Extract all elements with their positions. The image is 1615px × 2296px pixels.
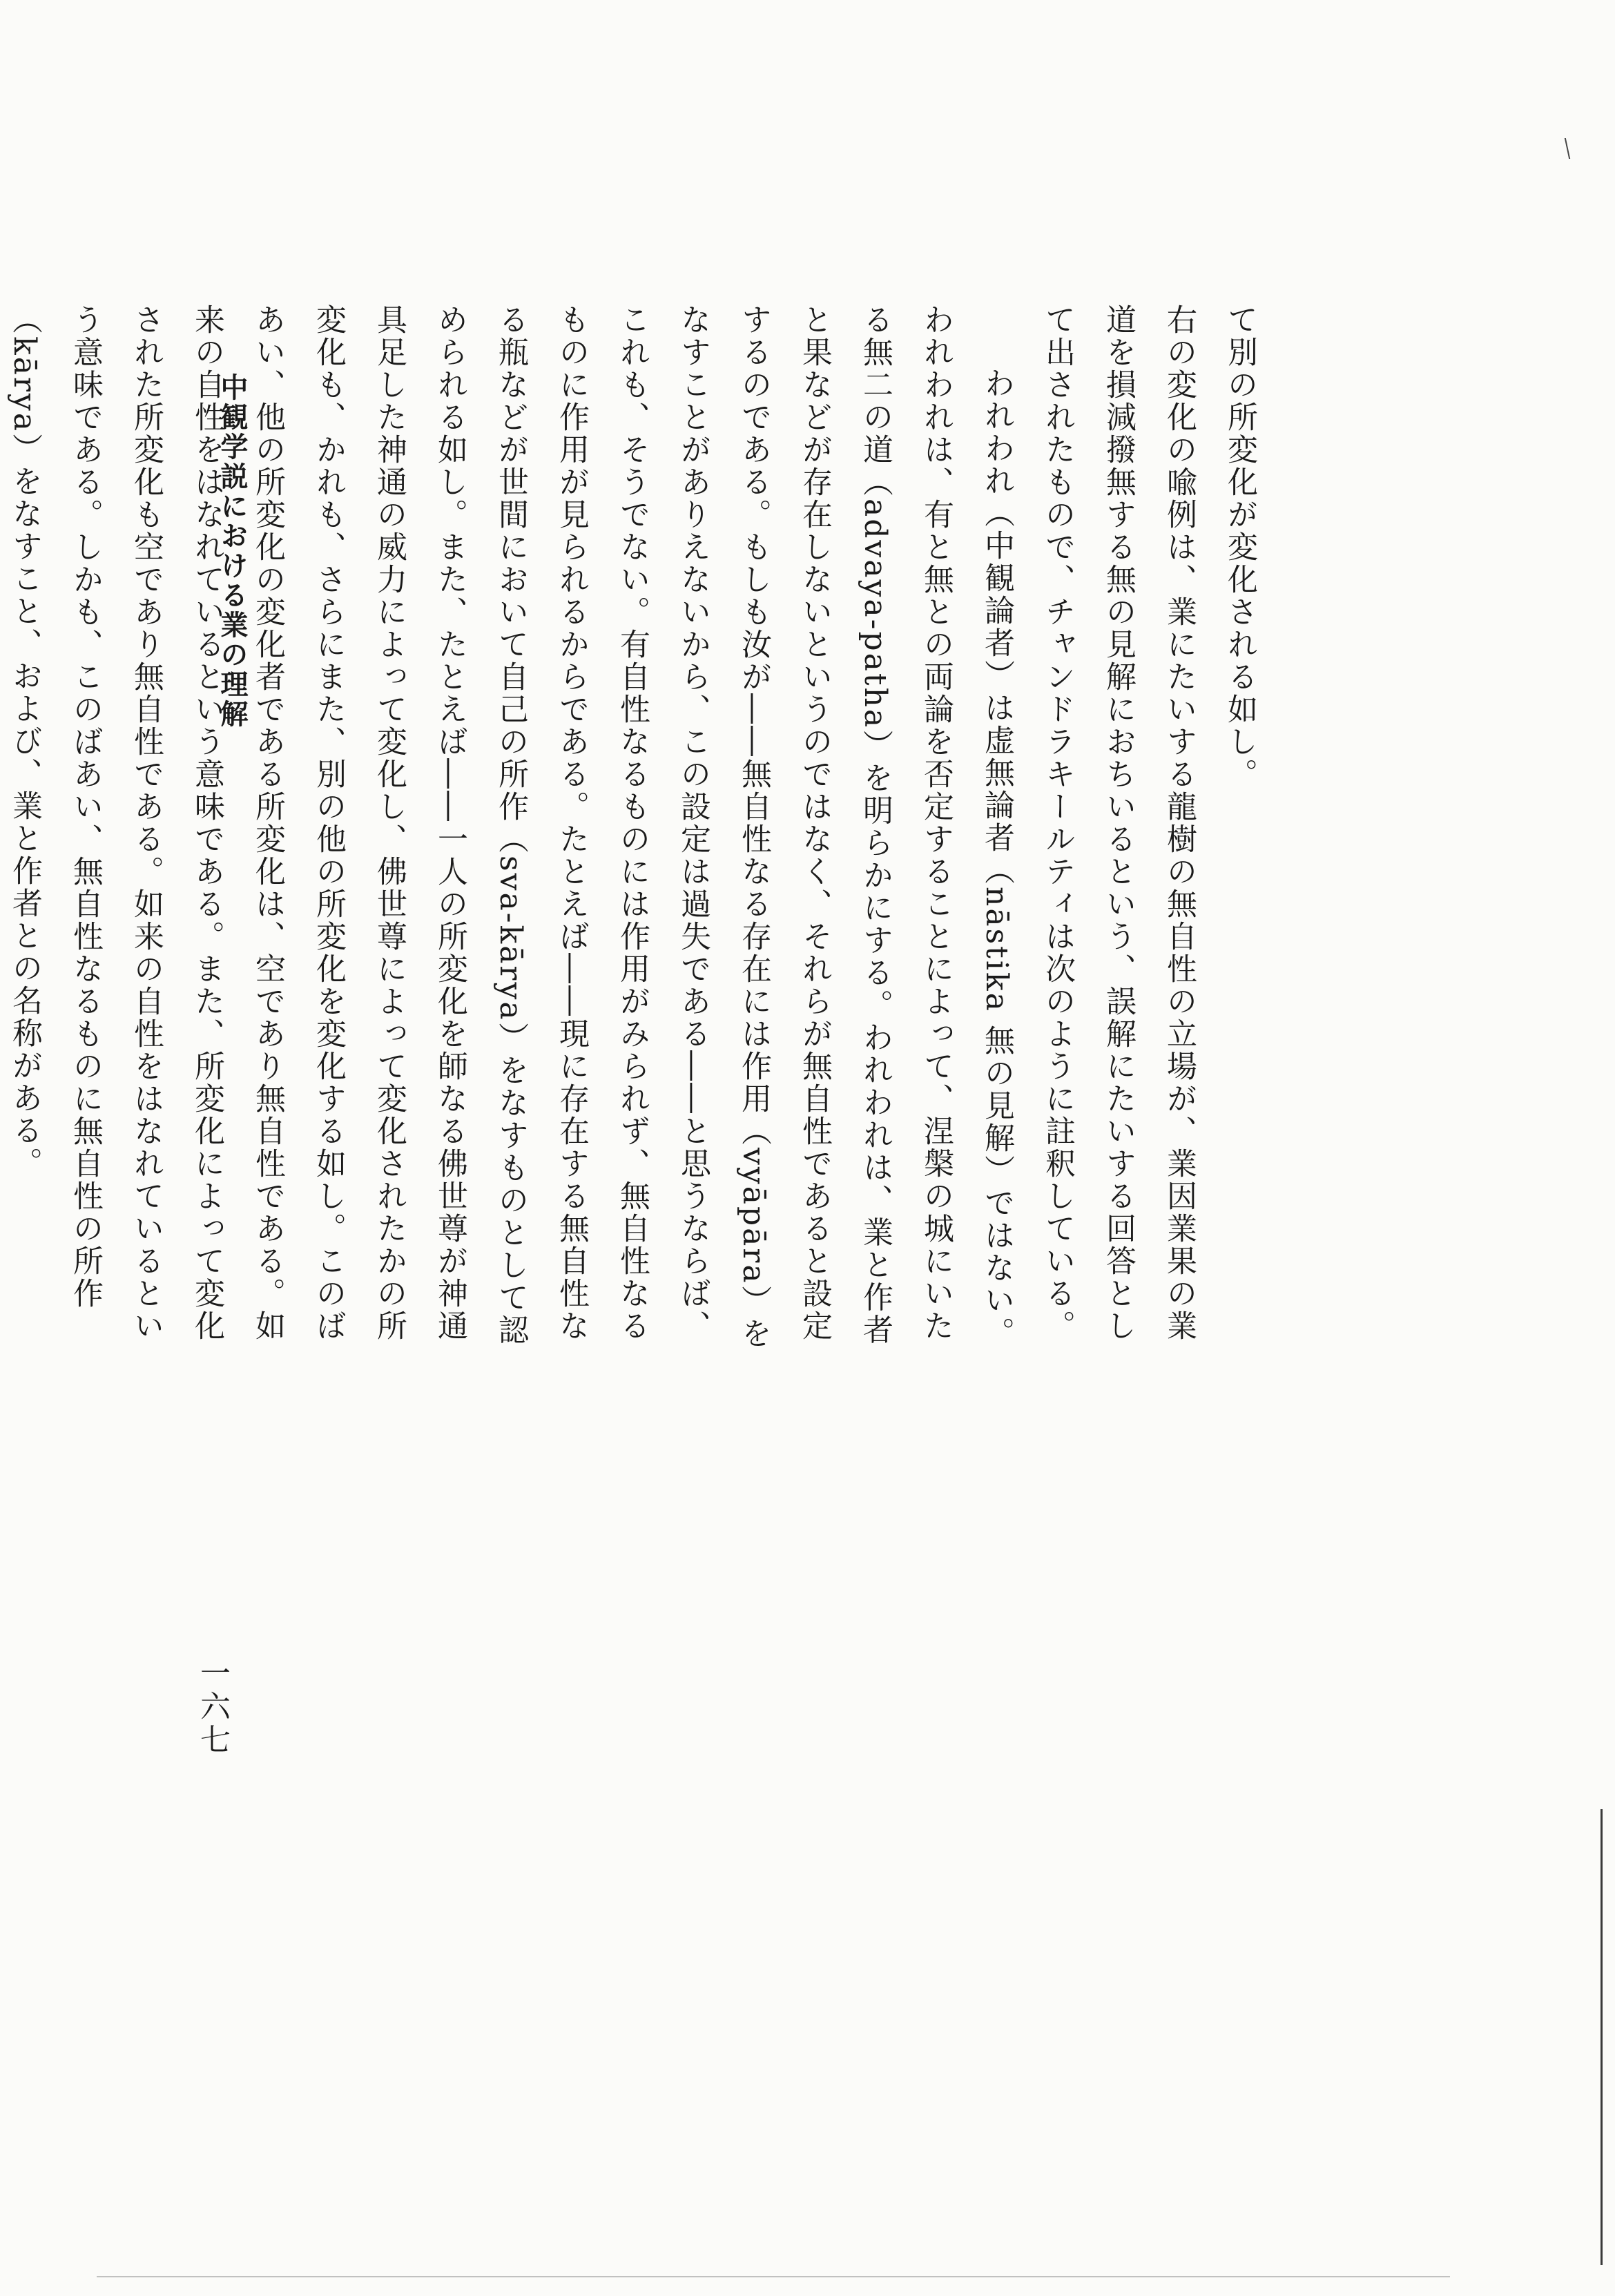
- body-text: [0, 304, 1270, 1360]
- paragraph-2: 右の変化の喩例は、業にたいする龍樹の無自性の立場が、業因業果の業道を損減撥無する無の見解におちいるという、誤解にたいする回答として出されたもので、チャンドラキールティは次のように註釈している。: [1040, 304, 1197, 1342]
- margin-rule: [1601, 1809, 1603, 2265]
- paragraph-1: て別の所変化が変化される如し。: [1222, 304, 1257, 791]
- bottom-edge-line: [97, 2276, 1450, 2277]
- page-number: 一六七: [195, 1657, 230, 1757]
- ink-mark: [1565, 138, 1576, 159]
- running-title: 中観学説における業の理解: [216, 373, 249, 729]
- paragraph-3-quotation: われわれ（中観論者）は虚無論者（nāstika 無の見解）ではない。われわれは、有と無との両論を否定することによって、涅槃の城にいたる無二の道（advaya-patha）を明らかにする。われわれは、業と作者と果などが存在しないというのではなく、それらが無自性であると設定するのである。もしも汝が――無自性なる存在には作用（vyāpāra）をなすことがありえないから、この設定は過失である――と思うならば、これも、そうでない。有自性なるものには作用がみられず、無自性なるものに作用が見られるからである。たとえば――現に存在する無自性なる瓶などが世間において自己の所作（sva-kārya）をなすものとして認められる如し。また、たとえば――一人の所変化を師なる佛世尊が神通具足した神通の威力によって変化し、佛世尊によって変化されたかの所変化も、かれも、さらにまた、別の他の所変化を変化する如し。このばあい、他の所変化の変化者である所変化は、空であり無自性である。如来の自性をはなれているという意味である。また、所変化によって変化された所変化も空であり無自性である。如来の自性をはなれているという意味である。しかも、このばあい、無自性なるものに無自性の所作（kārya）をなすこと、および、業と作者との名称がある。: [7, 304, 1014, 1350]
